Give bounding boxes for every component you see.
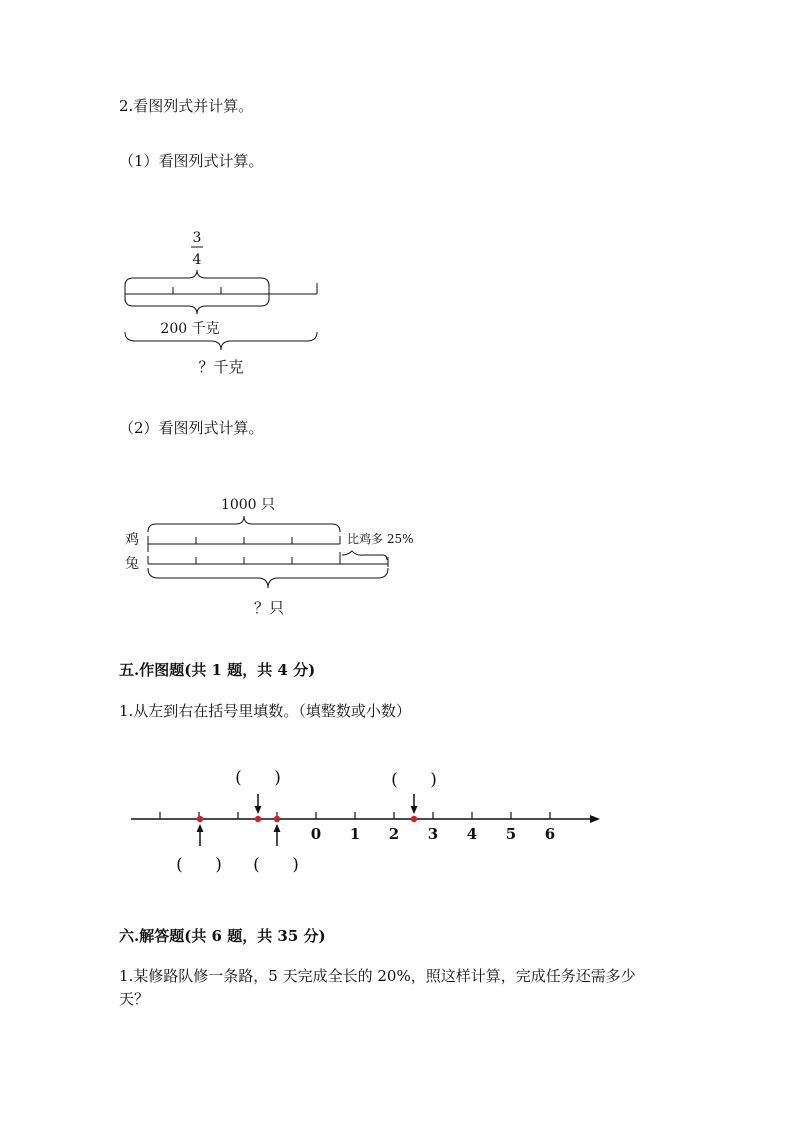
axis-label-3: 3 <box>427 825 439 843</box>
down-arrow-head <box>255 806 262 814</box>
fraction-denominator: 4 <box>192 252 202 268</box>
down-arrow-head <box>411 806 418 814</box>
axis-label-4: 4 <box>466 825 478 843</box>
point-d <box>411 816 417 822</box>
unknown-rabbits-label: ？只 <box>253 599 285 617</box>
point-c <box>274 816 280 822</box>
question-2-title: 2.看图列式并计算。 <box>119 97 254 115</box>
axis-label-2: 2 <box>388 825 400 843</box>
section-6-question-1-line-1: 1.某修路队修一条路，5 天完成全长的 20%，照这样计算，完成任务还需多少 <box>119 967 636 985</box>
section-6-heading: 六.解答题(共 6 题，共 35 分) <box>119 927 326 945</box>
answer-blank[interactable]: ( ) <box>176 855 222 875</box>
rabbit-row-label: 兔 <box>125 556 139 572</box>
axis-label-6: 6 <box>544 825 556 843</box>
extra-percent-label: 比鸡多 25% <box>347 532 414 546</box>
up-arrow-head <box>274 824 281 832</box>
answer-blank[interactable]: ( ) <box>391 770 437 790</box>
unknown-weight-label: ？千克 <box>198 358 244 376</box>
section-5-question-1: 1.从左到右在括号里填数。（填整数或小数） <box>119 702 411 720</box>
known-weight-label: 200 千克 <box>160 321 220 337</box>
up-arrow-head <box>197 824 204 832</box>
answer-blank[interactable]: ( ) <box>235 768 281 788</box>
section-5-heading: 五.作图题(共 1 题，共 4 分) <box>119 661 316 679</box>
axis-arrowhead <box>590 815 600 823</box>
section-6-question-1-line-2: 天？ <box>119 990 150 1008</box>
total-chickens-label: 1000 只 <box>220 497 276 513</box>
axis-label-5: 5 <box>505 825 517 843</box>
axis-label-1: 1 <box>349 825 361 843</box>
chicken-row-label: 鸡 <box>125 532 139 548</box>
axis-label-0: 0 <box>310 825 322 843</box>
part-1-label: （1）看图列式计算。 <box>119 152 264 170</box>
fraction-numerator: 3 <box>192 230 202 246</box>
point-b <box>255 816 261 822</box>
part-2-label: （2）看图列式计算。 <box>119 419 264 437</box>
answer-blank[interactable]: ( ) <box>253 855 299 875</box>
point-a <box>197 816 203 822</box>
